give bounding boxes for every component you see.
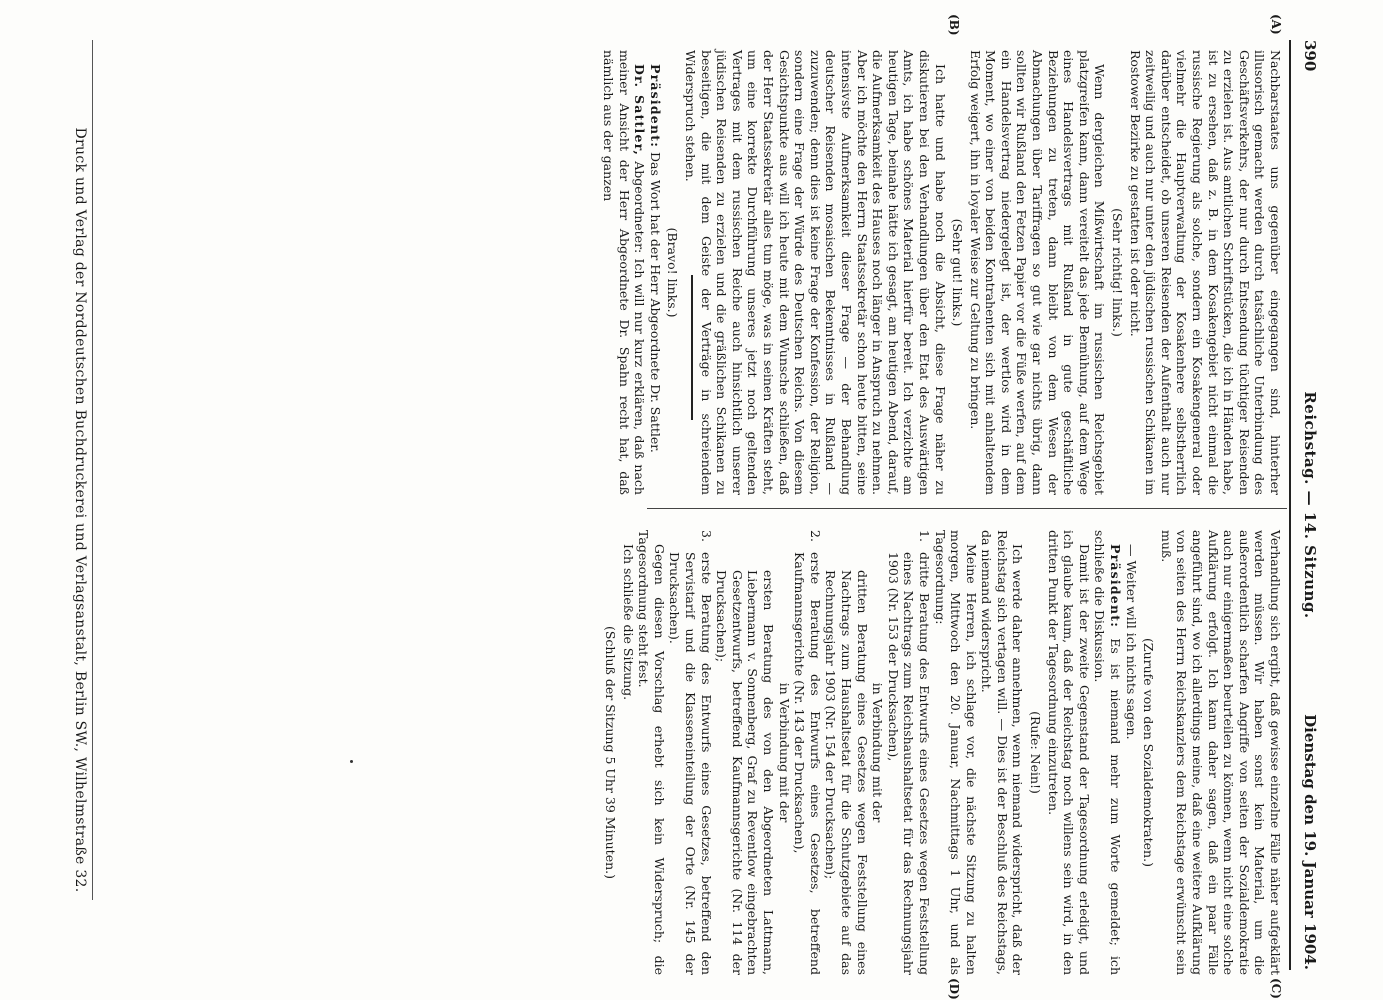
margin-mark-b: (B) bbox=[947, 14, 961, 36]
left-paragraph-3: Ich hatte und habe noch die Absicht, diese Frage näher zu diskutieren bei den Verhandlungen über den Etat des Auswärtigen Amts, ich habe schönes Material hierfür bereit. Ich verzichte am heutigen Tage, beinahe hätte ich gesagt, am heutigen Abend, darauf, die Aufmerksamkeit des Hauses noch länger in Anspruch zu nehmen. Aber ich möchte den Herrn Staatssekretär schon heute bitten, seine intensivste Aufmerksamkeit dieser Frage — der Behandlung deutscher Reisenden mosaischen Bekenntnisses in Rußland — zuzuwenden; denn dies ist keine Frage der Konfession, der Religion, sondern eine Frage der Würde des Deutschen Reichs. Von diesem Gesichtspunkte aus will ich heute mit dem Wunsche schließen, daß der Herr Staatssekretär alles tun möge, was in seinen Kräften steht, um eine korrekte Durchführung unseres jetzt noch geltenden Vertrages mit dem russischen Reiche auch hinsichtlich unserer jüdischen Reisenden zu erzielen und die gräßlichen Schikanen zu beseitigen, die mit dem Geiste der Verträge in schreiendem Widerspruch stehen. bbox=[683, 50, 948, 495]
left-paragraph-1: Nachbarstaates uns gegenüber eingegangen sind, hinterher illusorisch gemacht werden durch tatsächliche Unterbindung des Geschäftsverkehrs, der nur durch Entsendung tüchtiger Reisenden zu erzielen ist. Aus amtlichen Schriftstücken, die ich in Händen habe, ist zu ersehen, daß z. B. in dem Kosakengebiet nicht einmal die russische Regierung als solche, sondern ein Kosakengeneral oder vielmehr die Hauptverwaltung der Kosakenhere selbstherrlich darüber entscheidet, ob unseren Reisenden der Aufenthalt auch nur zeitweilig und auch nur unter den jüdischen russischen Schikanen im Rostower Bezirke zu gestatten ist oder nicht. bbox=[1127, 50, 1283, 495]
right-paragraph-4: Ich werde daher annehmen, wenn niemand widerspricht, daß der Reichstag sich vertagen will. — Dies ist der Beschluß des Reichstags, da niemand widerspricht. bbox=[979, 530, 1026, 975]
left-reaction-3: (Bravo! links.) bbox=[665, 227, 681, 318]
right-column bbox=[600, 530, 1283, 975]
agenda-item-2b: ersten Beratung des von den Abgeordneten Lattmann, Liebermann v. Sonnenberg, Graf zu Reventlow eingebrachten Gesetzentwurfs, betreffend Kaufmannsgerichte (Nr. 114 der Drucksachen); bbox=[714, 570, 776, 975]
column-end-rule bbox=[691, 275, 693, 420]
left-reaction-2: (Sehr gut! links.) bbox=[950, 218, 966, 327]
page-number: 390 bbox=[1301, 40, 1319, 72]
agenda-item-2-number: 2. bbox=[807, 530, 823, 542]
right-reaction-3: (Rufe: Nein!) bbox=[1028, 711, 1044, 794]
sattler-text: Abgeordneter: Ich will nur kurz erklären, daß nach meiner Ansicht der Herr Abgeordnete Dr. Spahn recht hat, daß nämlich aus der ganzen bbox=[601, 50, 648, 495]
left-sattler-speech bbox=[600, 50, 647, 495]
agenda-item-2-text: erste Beratung des Entwurfs eines Gesetzes, betreffend Kaufmannsgerichte (Nr. 143 der Drucksachen), bbox=[792, 552, 823, 975]
sattler-label: Dr. Sattler, bbox=[632, 64, 648, 157]
right-paragraph-7: Ich schließe die Sitzung. bbox=[620, 544, 636, 701]
printer-imprint: Druck und Verlag der Norddeutschen Buchdruckerei und Verlagsanstalt, Berlin SW., Wilhelmstraße 32. bbox=[72, 127, 88, 893]
president-text-right: Es ist niemand mehr zum Worte gemeldet; ich schließe die Diskussion. bbox=[1092, 530, 1124, 975]
agenda-item-2 bbox=[792, 530, 823, 975]
right-paragraph-6: Gegen diesen Vorschlag erhebt sich kein Widerspruch; die Tagesordnung steht fest. bbox=[636, 530, 667, 975]
agenda-item-3-text: erste Beratung des Entwurfs eines Gesetzes, betreffend den Servistarif und die Klasseneinteilung der Orte (Nr. 145 der Drucksachen). bbox=[667, 552, 714, 975]
session-date: Dienstag den 19. Januar 1904. bbox=[1301, 714, 1319, 970]
president-label-right: Präsident: bbox=[1108, 544, 1124, 629]
agenda-item-3-number: 3. bbox=[698, 530, 714, 542]
right-paragraph-1-tail: — Weiter will ich nichts sagen. bbox=[1123, 544, 1139, 740]
margin-mark-d: (D) bbox=[947, 978, 961, 1000]
margin-mark-a: (A) bbox=[1269, 14, 1283, 35]
right-president-speech bbox=[1092, 530, 1123, 975]
president-label: Präsident: bbox=[647, 64, 663, 149]
session-closing: (Schluß der Sitzung 5 Uhr 39 Minuten.) bbox=[603, 625, 619, 879]
right-paragraph-3: Damit ist der zweite Gegenstand der Tagesordnung erledigt, und ich glaube kaum, daß der Reichstag noch willens sein wird, in den dritten Punkt der Tagesordnung einzutreten. bbox=[1045, 530, 1092, 975]
agenda-item-1 bbox=[885, 530, 932, 975]
left-reaction-1: (Sehr richtig! links.) bbox=[1110, 208, 1126, 337]
header-rule bbox=[1289, 40, 1291, 970]
agenda-item-1-text: dritte Beratung des Entwurfs eines Gesetzes wegen Feststellung eines Nachtrags zum Reichshaushaltsetat für das Rechnungsjahr 1903 (Nr. 153 der Drucksachen), bbox=[885, 552, 932, 975]
agenda-item-1b: dritten Beratung eines Gesetzes wegen Feststellung eines Nachtrags zum Haushaltsetat für die Schutzgebiete auf das Rechnungsjahr 1903 (Nr. 154 der Drucksachen); bbox=[823, 570, 870, 975]
page-title: Reichstag. — 14. Sitzung. bbox=[1301, 391, 1319, 619]
president-text: Das Wort hat der Herr Abgeordnete Dr. Sattler. bbox=[647, 152, 663, 453]
agenda-item-1-connector: in Verbindung mit der bbox=[870, 682, 886, 823]
scan-speck bbox=[350, 760, 353, 763]
right-paragraph-1: Verhandlung sich ergibt, daß gewisse einzelne Fälle näher aufgeklärt werden müssen. Wir haben sonst kein Material, um die außerordentlich scharfen Angriffe von seiten der Sozialdemokratie auch nur einigermaßen beurteilen zu können, wenn nicht eine solche Aufklärung erfolgt. Ich kann daher sagen, daß ein paar Fälle angeführt sind, wo ich allerdings meine, daß eine weitere Aufklärung von seiten des Herrn Reichskanzlers dem Reichstage erwünscht sein muß. bbox=[1158, 530, 1283, 975]
agenda-item-1-number: 1. bbox=[916, 530, 932, 542]
agenda-item-2-connector: in Verbindung mit der bbox=[776, 682, 792, 823]
right-paragraph-5: Meine Herren, ich schlage vor, die nächste Sitzung zu halten morgen, Mittwoch den 20. Januar, Nachmittags 1 Uhr, und als Tagesordnung: bbox=[932, 530, 979, 975]
left-column bbox=[600, 50, 1283, 495]
left-president-speech bbox=[647, 50, 663, 495]
right-reaction-1: (Zurufe von den Sozialdemokraten.) bbox=[1141, 638, 1157, 867]
left-paragraph-2: Wenn dergleichen Mißwirtschaft im russischen Reichsgebiet platzgreifen kann, dann vereitelt das jede Bemühung, auf dem Wege eines Handelsvertrags mit Rußland in gute geschäftliche Beziehungen zu treten, dann bleibt von dem Wesen der Abmachungen über Tariffragen so gut wie gar nichts übrig, dann sollten wir Rußland den Fetzen Papier vor die Füße werfen, auf dem ein Handelsvertrag niedergelegt ist, der wertlos wird in dem Moment, wo einer von beiden Kontrahenten sich mit anhaltendem Erfolg weigert, ihn in loyaler Weise zur Geltung zu bringen. bbox=[967, 50, 1108, 495]
margin-mark-c: (C) bbox=[1269, 978, 1283, 999]
imprint-rule bbox=[92, 40, 93, 900]
agenda-item-3 bbox=[667, 530, 714, 975]
column-divider bbox=[647, 508, 1287, 509]
page-header bbox=[1295, 40, 1323, 970]
